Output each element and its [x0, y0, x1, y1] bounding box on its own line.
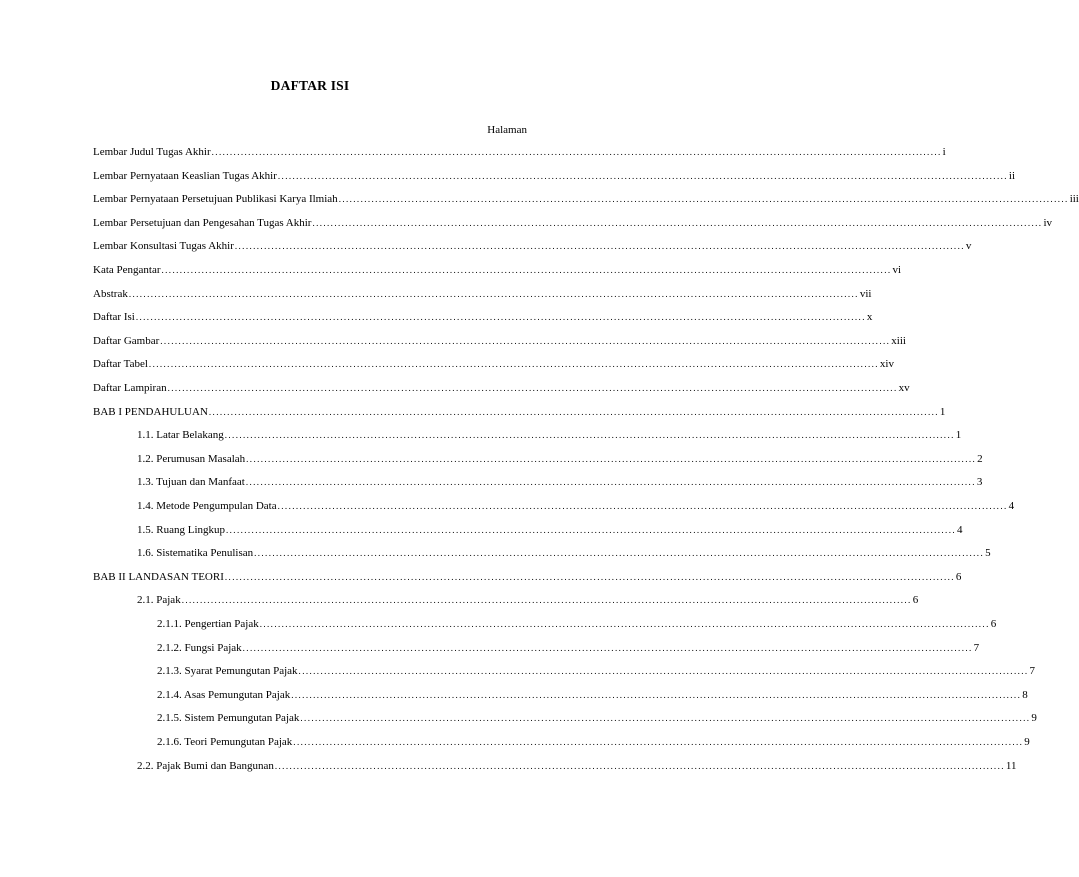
toc-entry-page-number: 7 [973, 641, 980, 654]
toc-entry [137, 451, 983, 467]
toc-entry-page-number: xiv [879, 358, 894, 371]
toc-entry-page-number: 6 [955, 570, 962, 583]
toc-entry-page-number: 11 [1005, 759, 1017, 772]
toc-entry-label: 1.6. Sistematika Penulisan [137, 547, 254, 560]
toc-leader-dots: ........................................................................................................................................................................................................ [211, 147, 942, 157]
toc-entry [137, 758, 1017, 774]
toc-entry-page-number: 7 [1029, 665, 1036, 678]
toc-entry-page-number: 3 [976, 476, 983, 489]
toc-entry-page-number: 8 [1022, 688, 1028, 701]
toc-entry [157, 710, 1037, 726]
toc-leader-dots: ........................................................................................................................................................................................................ [128, 288, 859, 299]
toc-leader-dots: ........................................................................................................................................................................................................ [224, 571, 955, 582]
toc-entry-label: Kata Pengantar [93, 264, 161, 276]
toc-leader-dots: ........................................................................................................................................................................................................ [274, 760, 1005, 771]
toc-entry-page-number: 4 [957, 523, 963, 536]
toc-entry-label: 1.5. Ruang Lingkup [137, 523, 225, 536]
toc-entry [157, 640, 980, 656]
toc-entry-label: Lembar Konsultasi Tugas Akhir [93, 240, 234, 253]
toc-leader-dots: ........................................................................................................................................................................................................ [181, 595, 912, 606]
toc-leader-dots: ........................................................................................................................................................................................................ [135, 312, 866, 323]
toc-entry [93, 404, 946, 420]
toc-entry-label: 2.1.4. Asas Pemungutan Pajak [157, 688, 291, 701]
toc-entry-label: Lembar Pernyataan Persetujuan Publikasi Karya Ilmiah [93, 193, 338, 206]
toc-entry [137, 545, 991, 561]
toc-entry-page-number: 1 [939, 405, 946, 418]
toc-leader-dots: ........................................................................................................................................................................................................ [226, 524, 956, 535]
toc-entry-page-number: 5 [985, 547, 991, 560]
toc-entry [93, 333, 906, 349]
toc-leader-dots: ........................................................................................................................................................................................................ [242, 642, 973, 653]
toc-entry-page-number: xiii [891, 334, 906, 347]
toc-entry [137, 592, 919, 608]
toc-entry-label: BAB I PENDAHULUAN [93, 405, 208, 418]
toc-leader-dots: ........................................................................................................................................................................................................ [167, 383, 898, 393]
toc-leader-dots: ........................................................................................................................................................................................................ [277, 170, 1008, 181]
toc-entry [137, 522, 963, 538]
toc-entry-page-number: x [866, 311, 873, 324]
page-title: DAFTAR ISI [270, 78, 350, 93]
toc-entry [93, 238, 972, 254]
toc-entry-label: 2.1.6. Teori Pemungutan Pajak [157, 736, 293, 748]
toc-entry [157, 687, 1028, 703]
toc-leader-dots: ........................................................................................................................................................................................................ [338, 194, 1069, 205]
toc-entry-label: 1.4. Metode Pengumpulan Data [137, 500, 277, 512]
toc-entry [93, 262, 902, 278]
toc-entry-label: Lembar Persetujuan dan Pengesahan Tugas Akhir [93, 216, 312, 229]
toc-entry-label: 1.2. Perumusan Masalah [137, 452, 246, 465]
toc-leader-dots: ........................................................................................................................................................................................................ [160, 335, 891, 346]
toc-leader-dots: ........................................................................................................................................................................................................ [234, 241, 965, 252]
toc-entry-page-number: i [942, 146, 946, 158]
toc-entry-label: 1.1. Latar Belakang [137, 429, 224, 442]
toc-entry [93, 286, 872, 302]
toc-entry-label: Daftar Gambar [93, 334, 160, 347]
toc-entry-page-number: 6 [912, 594, 919, 607]
page-column-header: Halaman [487, 124, 527, 136]
toc-entry-label: 2.1. Pajak [137, 594, 181, 607]
toc-entry-label: 1.3. Tujuan dan Manfaat [137, 476, 245, 489]
toc-entry [93, 191, 1079, 207]
toc-entry [93, 569, 962, 585]
toc-entry [137, 474, 983, 490]
toc-entry-page-number: 9 [1024, 736, 1030, 748]
toc-entry-page-number: 4 [1008, 500, 1015, 512]
toc-leader-dots: ........................................................................................................................................................................................................ [208, 406, 939, 417]
toc-leader-dots: ........................................................................................................................................................................................................ [246, 453, 977, 464]
toc-entry [93, 215, 1052, 231]
toc-leader-dots: ........................................................................................................................................................................................................ [277, 501, 1008, 511]
toc-leader-dots: ........................................................................................................................................................................................................ [312, 217, 1043, 228]
toc-leader-dots: ........................................................................................................................................................................................................ [293, 737, 1024, 747]
toc-entry-label: 2.1.3. Syarat Pemungutan Pajak [157, 665, 298, 678]
toc-entry-label: 2.1.1. Pengertian Pajak [157, 618, 259, 630]
toc-entry-page-number: iv [1043, 216, 1052, 229]
toc-entry-label: 2.2. Pajak Bumi dan Bangunan [137, 759, 274, 772]
toc-entry-page-number: vi [892, 264, 902, 276]
toc-entry-label: 2.1.2. Fungsi Pajak [157, 641, 242, 654]
toc-entry-label: Daftar Tabel [93, 358, 148, 371]
toc-entry-label: 2.1.5. Sistem Pemungutan Pajak [157, 712, 300, 725]
toc-entry [93, 380, 910, 396]
toc-leader-dots: ........................................................................................................................................................................................................ [291, 689, 1022, 700]
toc-entry-page-number: ii [1008, 169, 1016, 182]
toc-entry [93, 309, 873, 325]
toc-entry [157, 734, 1030, 750]
toc-entry-page-number: 6 [990, 618, 997, 630]
toc-entry-page-number: vii [859, 287, 872, 300]
toc-leader-dots: ........................................................................................................................................................................................................ [245, 477, 976, 488]
toc-entry [157, 616, 997, 632]
toc-entry [157, 663, 1036, 679]
toc-entry-page-number: 9 [1031, 712, 1037, 725]
toc-entry-label: Daftar Isi [93, 311, 135, 324]
toc-entry-page-number: xv [898, 382, 910, 394]
toc-entry [93, 144, 946, 160]
toc-entry-page-number: iii [1069, 193, 1079, 206]
toc-entry [137, 498, 1015, 514]
toc-leader-dots: ........................................................................................................................................................................................................ [259, 619, 990, 629]
toc-leader-dots: ........................................................................................................................................................................................................ [224, 430, 955, 441]
toc-leader-dots: ........................................................................................................................................................................................................ [161, 265, 892, 275]
toc-entry-label: Lembar Judul Tugas Akhir [93, 146, 211, 158]
toc-entry-label: Daftar Lampiran [93, 382, 167, 394]
toc-entry-label: BAB II LANDASAN TEORI [93, 570, 224, 583]
toc-leader-dots: ........................................................................................................................................................................................................ [254, 548, 985, 559]
toc-entry-page-number: 1 [955, 429, 962, 442]
toc-entry-label: Lembar Pernyataan Keaslian Tugas Akhir [93, 169, 277, 182]
toc-entry-label: Abstrak [93, 287, 128, 300]
toc-leader-dots: ........................................................................................................................................................................................................ [300, 713, 1031, 724]
toc-entry [137, 427, 962, 443]
toc-entry-page-number: v [965, 240, 972, 253]
toc-entry-page-number: 2 [977, 452, 983, 465]
toc-entry [93, 356, 894, 372]
toc-leader-dots: ........................................................................................................................................................................................................ [148, 359, 879, 370]
toc-leader-dots: ........................................................................................................................................................................................................ [298, 666, 1029, 677]
toc-entry [93, 168, 1016, 184]
